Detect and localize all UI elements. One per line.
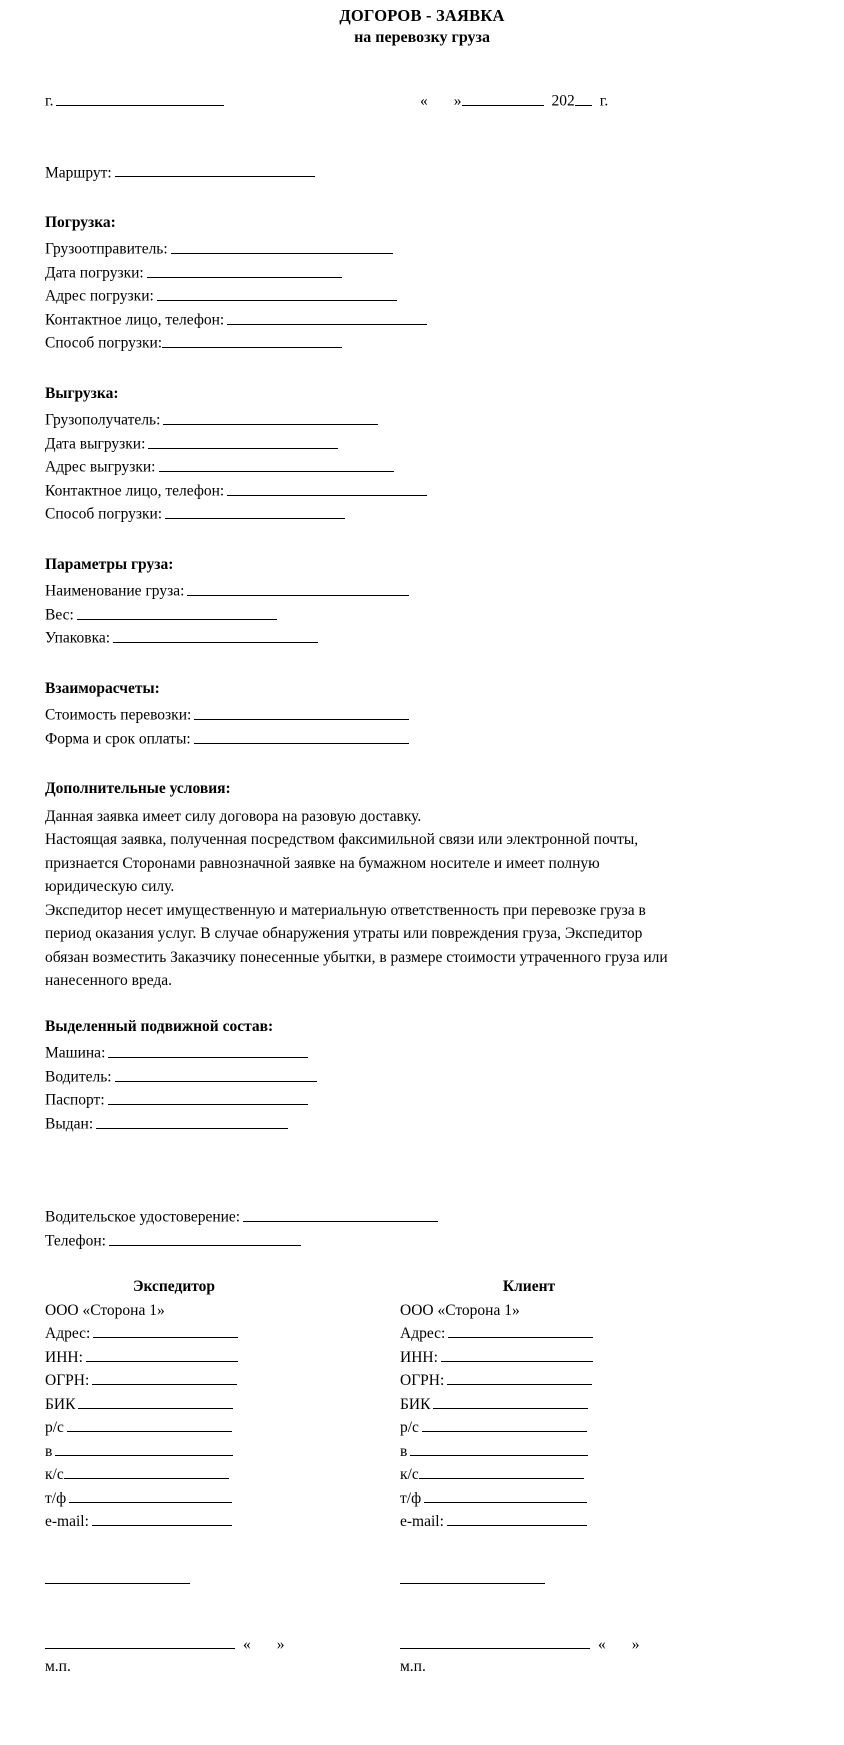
loading-line-3[interactable]: [227, 309, 427, 325]
unloading-field-1: [45, 433, 804, 457]
expeditor-field-address: [45, 1322, 355, 1346]
unloading-line-4[interactable]: [165, 503, 345, 519]
additional-paragraph-3: юридическую силу.: [45, 878, 175, 896]
client-line-ogrn[interactable]: [447, 1370, 592, 1386]
client-field-bik: [400, 1393, 710, 1417]
expeditor-quote-open: «: [243, 1636, 251, 1654]
month-input-line[interactable]: [462, 90, 544, 106]
client-label-ks: к/с: [400, 1466, 419, 1484]
loading-heading: Погрузка:: [45, 213, 116, 231]
loading-field-0: [45, 238, 804, 262]
loading-line-2[interactable]: [157, 285, 397, 301]
title-block: [0, 0, 844, 48]
expeditor-label-ks: к/с: [45, 1466, 64, 1484]
loading-label-0: Грузоотправитель:: [45, 241, 168, 259]
expeditor-title: Экспедитор: [132, 1278, 216, 1296]
settlements-field-1: [45, 728, 804, 752]
expeditor-signature-row: [45, 1568, 355, 1592]
client-field-address: [400, 1322, 710, 1346]
loading-label-3: Контактное лицо, телефон:: [45, 311, 225, 329]
client-line-address[interactable]: [448, 1323, 593, 1339]
client-field-bank: [400, 1440, 710, 1464]
rolling-stock-line-0[interactable]: [108, 1042, 308, 1058]
expeditor-signature-line[interactable]: [45, 1569, 190, 1584]
city-label: г.: [45, 93, 54, 111]
expeditor-line-inn[interactable]: [86, 1346, 238, 1362]
additional-paragraph-7: нанесенного вреда.: [45, 972, 173, 990]
expeditor-field-tf: [45, 1487, 355, 1511]
expeditor-field-bank: [45, 1440, 355, 1464]
rolling-stock-field-0: [45, 1042, 804, 1066]
driver-license-field: [45, 1206, 804, 1230]
unloading-line-1[interactable]: [148, 433, 338, 449]
client-quote-close: »: [631, 1636, 640, 1654]
year-input-line[interactable]: [575, 90, 592, 106]
expeditor-field-rs: [45, 1416, 355, 1440]
unloading-field-0: [45, 409, 804, 433]
expeditor-field-email: [45, 1510, 355, 1534]
unloading-label-3: Контактное лицо, телефон:: [45, 482, 225, 500]
quote-close: »: [453, 93, 462, 111]
additional-paragraph-2: признается Сторонами равнозначной заявке на бумажном носителе и имеет полную: [45, 854, 600, 872]
loading-line-4[interactable]: [162, 332, 342, 348]
expeditor-quote-close: »: [276, 1636, 285, 1654]
expeditor-signdate-line[interactable]: [45, 1634, 235, 1649]
rolling-stock-label-3: Выдан:: [45, 1115, 94, 1133]
driver-license-line[interactable]: [243, 1206, 438, 1222]
unloading-line-2[interactable]: [159, 456, 394, 472]
expeditor-label-bank: в: [45, 1442, 53, 1460]
loading-line-0[interactable]: [171, 238, 393, 254]
document-subtitle: на перевозку груза: [354, 28, 490, 46]
cargo-field-1: [45, 604, 804, 628]
client-label-rs: р/с: [400, 1419, 419, 1437]
expeditor-company: ООО «Сторона 1»: [45, 1301, 165, 1319]
route-input-line[interactable]: [115, 162, 315, 178]
client-label-tf: т/ф: [400, 1489, 422, 1507]
client-field-rs: [400, 1416, 710, 1440]
client-quote-open: «: [598, 1636, 606, 1654]
unloading-field-4: [45, 503, 804, 527]
additional-paragraph-6: обязан возместить Заказчику понесенные убытки, в размере стоимости утраченного груза или: [45, 948, 668, 966]
driver-phone-field: [45, 1230, 804, 1254]
year-prefix: 202: [551, 93, 575, 111]
unloading-line-3[interactable]: [227, 480, 427, 496]
requisites-column-expeditor: [45, 1275, 355, 1677]
rolling-stock-label-0: Машина:: [45, 1045, 106, 1063]
cargo-label-1: Вес:: [45, 606, 74, 624]
rolling-stock-line-3[interactable]: [96, 1113, 288, 1129]
client-line-email[interactable]: [447, 1511, 587, 1527]
driver-license-label: Водительское удостоверение:: [45, 1209, 241, 1227]
expeditor-field-ogrn: [45, 1369, 355, 1393]
expeditor-field-bik: [45, 1393, 355, 1417]
client-stamp-label: м.п.: [400, 1657, 426, 1675]
year-suffix: г.: [599, 93, 609, 111]
expeditor-line-address[interactable]: [93, 1323, 238, 1339]
cargo-field-0: [45, 580, 804, 604]
client-title: Клиент: [502, 1278, 556, 1296]
unloading-field-2: [45, 456, 804, 480]
client-line-tf[interactable]: [424, 1487, 587, 1503]
loading-label-4: Способ погрузки:: [45, 335, 163, 353]
rolling-stock-field-1: [45, 1066, 804, 1090]
expeditor-line-bik[interactable]: [78, 1393, 233, 1409]
client-line-bank[interactable]: [410, 1440, 588, 1456]
client-signdate-row: [400, 1633, 710, 1657]
expeditor-field-inn: [45, 1346, 355, 1370]
document-title: ДОГОРОВ - ЗАЯВКА: [339, 6, 505, 25]
route-label: Маршрут:: [45, 164, 112, 182]
date-field: [420, 90, 608, 109]
client-signdate-line[interactable]: [400, 1634, 590, 1649]
additional-paragraph-4: Экспедитор несет имущественную и материальную ответственность при перевозке груза в: [45, 901, 646, 919]
document-body: [0, 90, 844, 1253]
settlements-heading: Взаиморасчеты:: [45, 679, 160, 697]
city-input-line[interactable]: [56, 90, 224, 106]
city-field: [45, 90, 420, 109]
expeditor-field-ks: [45, 1463, 355, 1487]
cargo-field-2: [45, 627, 804, 651]
rolling-stock-line-1[interactable]: [115, 1066, 317, 1082]
client-field-tf: [400, 1487, 710, 1511]
rolling-stock-label-2: Паспорт:: [45, 1092, 105, 1110]
client-label-bik: БИК: [400, 1395, 431, 1413]
expeditor-signdate-row: [45, 1633, 355, 1657]
loading-label-2: Адрес погрузки:: [45, 288, 154, 306]
expeditor-label-ogrn: ОГРН:: [45, 1372, 90, 1390]
place-date-row: [45, 90, 804, 109]
settlements-label-0: Стоимость перевозки:: [45, 707, 192, 725]
settlements-line-0[interactable]: [194, 704, 409, 720]
client-field-ogrn: [400, 1369, 710, 1393]
settlements-line-1[interactable]: [194, 728, 409, 744]
unloading-heading: Выгрузка:: [45, 384, 119, 402]
expeditor-label-address: Адрес:: [45, 1325, 91, 1343]
expeditor-label-bik: БИК: [45, 1395, 76, 1413]
expeditor-label-tf: т/ф: [45, 1489, 67, 1507]
client-line-ks[interactable]: [419, 1464, 584, 1480]
additional-heading: Дополнительные условия:: [45, 780, 231, 798]
unloading-field-3: [45, 480, 804, 504]
client-field-inn: [400, 1346, 710, 1370]
expeditor-line-email[interactable]: [92, 1511, 232, 1527]
settlements-field-0: [45, 704, 804, 728]
unloading-label-0: Грузополучатель:: [45, 412, 161, 430]
client-signature-line[interactable]: [400, 1569, 545, 1584]
cargo-label-0: Наименование груза:: [45, 583, 185, 601]
expeditor-line-ks[interactable]: [64, 1464, 229, 1480]
unloading-label-1: Дата выгрузки:: [45, 435, 146, 453]
expeditor-label-inn: ИНН:: [45, 1348, 83, 1366]
driver-phone-line[interactable]: [109, 1230, 301, 1246]
quote-open: «: [420, 93, 428, 111]
client-field-email: [400, 1510, 710, 1534]
client-field-ks: [400, 1463, 710, 1487]
unloading-label-2: Адрес выгрузки:: [45, 459, 156, 477]
loading-field-3: [45, 309, 804, 333]
client-label-email: e-mail:: [400, 1513, 444, 1531]
cargo-label-2: Упаковка:: [45, 630, 111, 648]
expeditor-line-rs[interactable]: [67, 1417, 232, 1433]
additional-paragraph-1: Настоящая заявка, полученная посредством факсимильной связи или электронной почты,: [45, 831, 639, 849]
cargo-line-1[interactable]: [77, 604, 277, 620]
expeditor-stamp-label: м.п.: [45, 1657, 71, 1675]
client-line-bik[interactable]: [433, 1393, 588, 1409]
loading-field-4: [45, 332, 804, 356]
rolling-stock-label-1: Водитель:: [45, 1068, 112, 1086]
settlements-label-1: Форма и срок оплаты:: [45, 730, 191, 748]
loading-line-1[interactable]: [147, 262, 342, 278]
loading-field-1: [45, 262, 804, 286]
requisites-column-client: [400, 1275, 710, 1677]
unloading-line-0[interactable]: [163, 409, 378, 425]
expeditor-label-rs: р/с: [45, 1419, 64, 1437]
expeditor-line-ogrn[interactable]: [92, 1370, 237, 1386]
additional-paragraph-5: период оказания услуг. В случае обнаружения утраты или повреждения груза, Экспедитор: [45, 925, 643, 943]
client-company: ООО «Сторона 1»: [400, 1301, 520, 1319]
cargo-heading: Параметры груза:: [45, 555, 174, 573]
rolling-stock-field-3: [45, 1113, 804, 1137]
loading-field-2: [45, 285, 804, 309]
loading-label-1: Дата погрузки:: [45, 264, 144, 282]
rolling-stock-line-2[interactable]: [108, 1089, 308, 1105]
additional-paragraph-0: Данная заявка имеет силу договора на разовую доставку.: [45, 807, 422, 825]
unloading-label-4: Способ погрузки:: [45, 506, 163, 524]
expeditor-line-bank[interactable]: [55, 1440, 233, 1456]
client-label-address: Адрес:: [400, 1325, 446, 1343]
client-label-ogrn: ОГРН:: [400, 1372, 445, 1390]
client-line-inn[interactable]: [441, 1346, 593, 1362]
route-row: [45, 162, 804, 181]
driver-phone-label: Телефон:: [45, 1232, 106, 1250]
expeditor-line-tf[interactable]: [69, 1487, 232, 1503]
client-label-inn: ИНН:: [400, 1348, 438, 1366]
client-label-bank: в: [400, 1442, 408, 1460]
rolling-stock-field-2: [45, 1089, 804, 1113]
rolling-stock-heading: Выделенный подвижной состав:: [45, 1017, 274, 1035]
client-signature-row: [400, 1568, 710, 1592]
expeditor-label-email: e-mail:: [45, 1513, 89, 1531]
client-line-rs[interactable]: [422, 1417, 587, 1433]
cargo-line-0[interactable]: [187, 580, 409, 596]
cargo-line-2[interactable]: [113, 627, 318, 643]
requisites-block: [0, 1275, 844, 1677]
